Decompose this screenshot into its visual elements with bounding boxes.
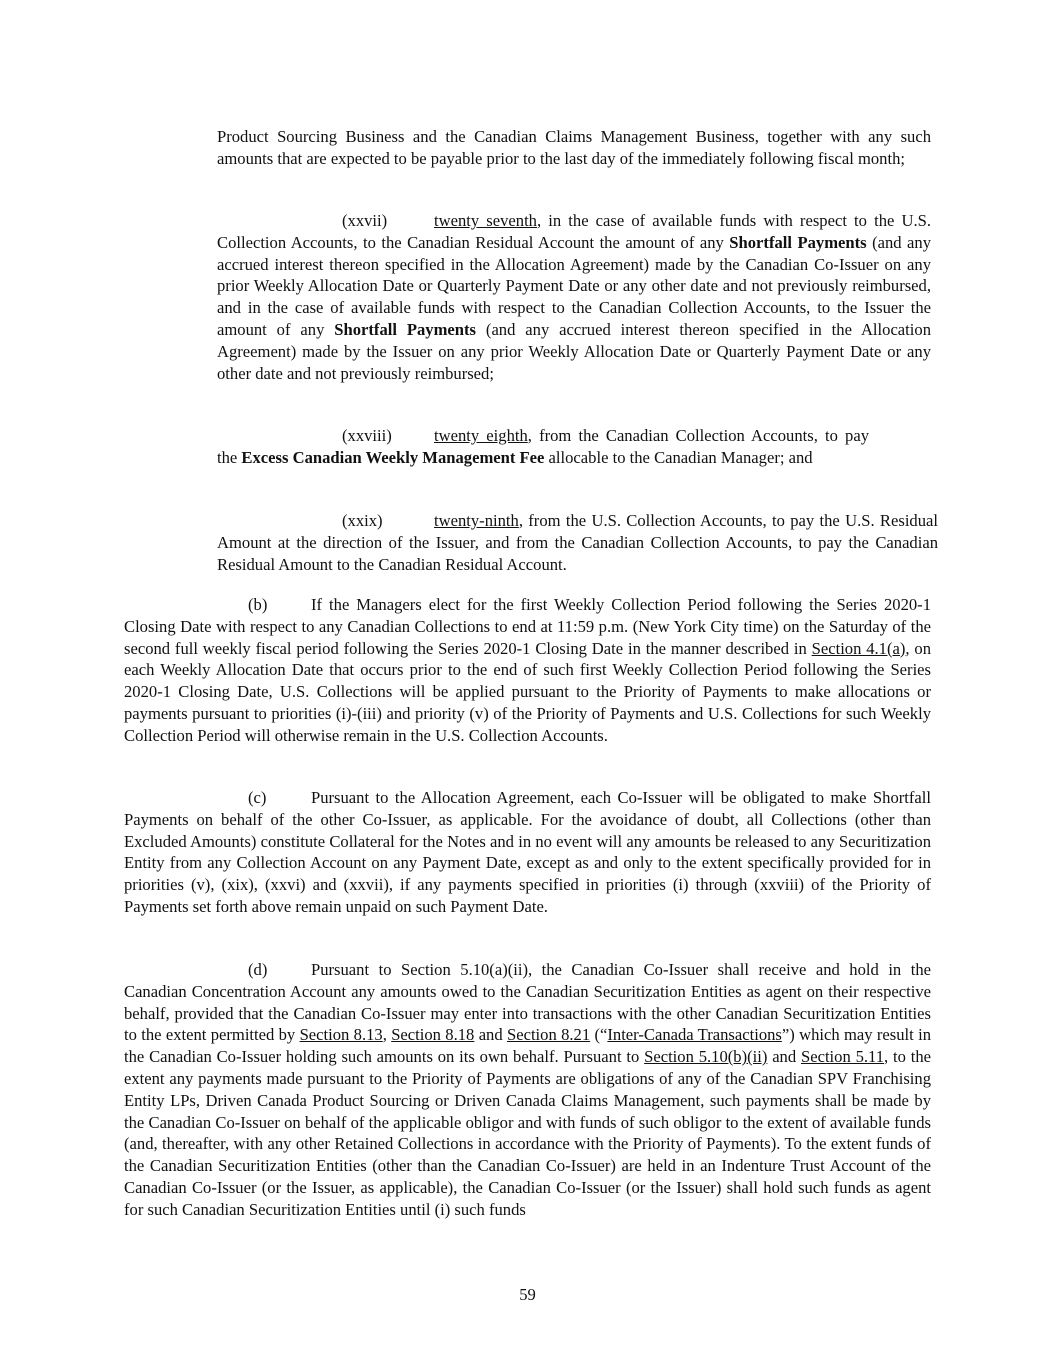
paragraph-d: (d) Pursuant to Section 5.10(a)(ii), the Canadian Co-Issuer shall receive and hold in the Canadian Concentration Account any amounts owed to the Canadian Securitization Entities as agent on their respective behalf, provided that the Canadian Co-Issuer may enter into transactions with the other Canadian Securitization Entities to the extent permitted by Section 8.13, Section 8.18 and Section 8.21 (“Inter-Canada Transactions”) which may result in the Canadian Co-Issuer holding such amounts on its own behalf. Pursuant to Section 5.10(b)(ii) and Section 5.11, to the extent any payments made pursuant to the Priority of Payments are obligations of any of the Canadian SPV Franchising Entity LPs, Driven Canada Product Sourcing or Driven Canada Claims Management, such payments shall be made by the Canadian Co-Issuer on behalf of the applicable obligor and with funds of such obligor to the extent of available funds (and, thereafter, with any other Retained Collections in accordance with the Priority of Payments). To the extent funds of the Canadian Securitization Entities (other than the Canadian Co-Issuer) are held in an Indenture Trust Account of the Canadian Co-Issuer (or the Issuer, as applicable), the Canadian Co-Issuer (or the Issuer) shall hold such funds as agent for such Canadian Securitization Entities until (i) such funds [124,960,932,1219]
item-text: (and any accrued interest thereon specified in the Allocation Agreement) made by the Issuer on any prior Weekly Allocation Date or Quarterly Payment Date or any other date and not previously reimbursed; [217,319,931,383]
item-text: , in the case of available funds with respect to the U.S. Collection Accounts, to the Canadian Residual Account the amount of any [217,211,931,252]
paragraph-label: (c) [248,788,267,807]
paragraph-text: Pursuant to Section 5.10(a)(ii), the Canadian Co-Issuer shall receive and hold in the Canadian Concentration Account any amounts owed to the Canadian Securitization Entities as agent on their respective behalf, provided that the Canadian Co-Issuer may enter into transactions with the other Canadian Securitization Entities to the extent permitted by [124,960,931,1045]
priority-item-xxix [217,510,938,575]
continuation-paragraph: Product Sourcing Business and the Canadian Claims Management Business, together with any such amounts that are expected to be payable prior to the last day of the immediately following fiscal month; [217,127,931,168]
priority-item-xxvii [217,210,931,384]
section-reference: Section 8.21 [506,1025,591,1045]
section-reference: Section 5.10(b)(ii) [644,1047,768,1067]
paragraph-text: , on each Weekly Allocation Date that occurs prior to the end of such first Weekly Collection Period following the Series 2020-1 Closing Date, U.S. Collections will be applied pursuant to the Priority of Payments to make allocations or payments pursuant to priorities (i)-(iii) and priority (v) of the Priority of Payments and U.S. Collections for such Weekly Collection Period will otherwise remain in the U.S. Collection Accounts. [124,638,931,745]
paragraph-text: Pursuant to the Allocation Agreement, each Co-Issuer will be obligated to make Shortfall Payments on behalf of the other Co-Issuer, as applicable. For the avoidance of doubt, all Collections (other than Excluded Amounts) constitute Collateral for the Notes and in no event will any amounts be released to any Securitization Entity from any Collection Account on any Payment Date, except as and only to the extent specifically provided for in priorities (v), (xix), (xxvi) and (xxvii), if any payments specified in priorities (i) through (xxviii) of the Priority of Payments set forth above remain unpaid on such Payment Date. [124,788,931,916]
paragraph-b [124,594,931,747]
item-caption: twenty eighth [434,426,528,445]
section-reference: Section 5.11 [800,1047,885,1067]
item-text: (and any accrued interest thereon specified in the Allocation Agreement) made by the Canadian Co-Issuer on any prior Weekly Allocation Date or Quarterly Payment Date or any other date and not previously reimbursed, and in the case of available funds with respect to the Canadian Collection Accounts, to the Issuer the amount of any [217,232,931,339]
paragraph-text: ”) which may result in the Canadian Co-Issuer holding such amounts on its own behalf. Pursuant to [124,1025,932,1067]
defined-term: Excess Canadian Weekly Management Fee [241,447,545,467]
section-reference: Section 8.18 [391,1025,475,1045]
section-reference: Section 4.1(a) [811,638,906,658]
item-caption: twenty seventh [434,211,537,230]
item-number: (xxvii) [342,211,388,230]
paragraph-label: (b) [248,595,268,614]
item-caption: twenty-ninth [434,511,519,530]
item-number: (xxix) [342,511,383,530]
item-text: , from the U.S. Collection Accounts, to pay the U.S. Residual Amount at the direction of the Issuer, and from the Canadian Collection Accounts, to pay the Canadian Residual Amount to the Canadian Residual Account. [217,511,938,574]
paragraph-text: If the Managers elect for the first Weekly Collection Period following the Series 2020-1 Closing Date with respect to any Canadian Collections to end at 11:59 p.m. (New York City time) on the Saturday of the second full weekly fiscal period following the Series 2020-1 Closing Date in the manner described in [124,595,931,658]
item-text: , from the Canadian Collection Accounts, to pay the [217,426,869,467]
item-text: allocable to the Canadian Manager; and [544,447,813,467]
priority-item-xxviii [217,425,869,469]
paragraph-label: (d) [248,960,268,979]
defined-term-reference: Inter-Canada Transactions [607,1025,782,1045]
item-number: (xxviii) [342,426,392,445]
paragraph-c [124,787,931,918]
page-number: 59 [519,1285,536,1304]
paragraph-text: , to the extent any payments made pursuant to the Priority of Payments are obligations of any of the Canadian SPV Franchising Entity LPs, Driven Canada Product Sourcing or Driven Canada Claims Management, such payments shall be made by the Canadian Co-Issuer on behalf of the applicable obligor and with funds of such obligor to the extent of available funds (and, thereafter, with any other Retained Collections in accordance with the Priority of Payments). To the extent funds of the Canadian Securitization Entities (other than the Canadian Co-Issuer) are held in an Indenture Trust Account of the Canadian Co-Issuer (or the Issuer, as applicable), the Canadian Co-Issuer (or the Issuer) shall hold such funds as agent for such Canadian Securitization Entities until (i) such funds [124,1047,931,1219]
defined-term: Shortfall Payments [729,232,867,252]
defined-term: Shortfall Payments [334,319,477,339]
section-reference: Section 8.13 [299,1025,383,1045]
